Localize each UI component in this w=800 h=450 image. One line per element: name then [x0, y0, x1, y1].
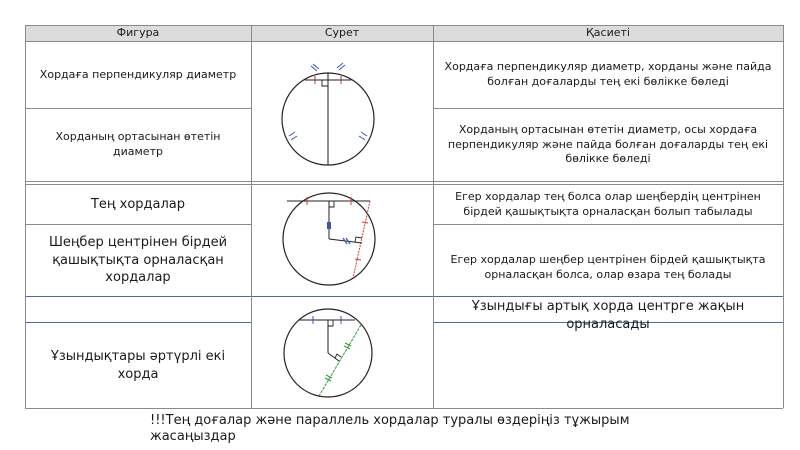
- arc-tick-mark: [289, 132, 295, 136]
- equal-mark: [327, 222, 331, 229]
- row2-property: Хорданың ортасынан өтетін диаметр, осы хордаға перпендикуляр және пайда болған доғаларды тең екі бөлікке бөледі: [447, 122, 769, 166]
- tick-mark: [355, 259, 361, 260]
- diagram-perpendicular-diameter: [251, 42, 433, 181]
- right-angle-mark: [329, 201, 334, 207]
- right-angle-mark: [355, 237, 362, 242]
- arc-tick-mark: [359, 136, 365, 140]
- row6-property: [433, 335, 783, 408]
- arc-tick-mark: [291, 136, 297, 140]
- grid-line: [25, 25, 783, 26]
- tick-mark: [344, 346, 350, 349]
- row4-figure: Шеңбер центрінен бірдей қашықтықта орналасқан хордалар: [48, 235, 228, 286]
- right-angle-mark: [335, 354, 341, 358]
- footer-note: !!!Тең доғалар және параллель хордалар туралы өздеріңіз тұжырым жасаңыздар: [150, 413, 630, 445]
- diagram-equal-chords: [251, 185, 433, 296]
- grid-line: [25, 408, 783, 409]
- right-angle-mark: [322, 80, 328, 86]
- row3-figure: Тең хордалар: [90, 196, 186, 212]
- header-picture: Сурет: [251, 26, 433, 41]
- grid-line: [433, 224, 783, 225]
- right-angle-mark: [328, 320, 333, 326]
- row5-figure: [25, 297, 251, 322]
- grid-line: [783, 25, 784, 408]
- row1-property: Хордаға перпендикуляр диаметр, хорданы және пайда болған доғаларды тең екі бөлікке бөледі: [444, 60, 772, 88]
- header-property: Қасиеті: [433, 26, 783, 41]
- diagram-different-chords: [251, 297, 433, 408]
- tick-mark: [362, 222, 368, 223]
- row1-figure: Хордаға перпендикуляр диаметр: [39, 67, 237, 81]
- grid-line: [25, 181, 783, 182]
- chord-long: [319, 325, 361, 396]
- row3-property: Егер хордалар тең болса олар шеңбердің центрінен бірдей қашықтықта орналасқан болып табылады: [455, 189, 761, 218]
- header-figure: Фигура: [25, 26, 251, 41]
- row2-figure: Хорданың ортасынан өтетін диаметр: [55, 130, 221, 158]
- row4-property: Егер хордалар шеңбер центрінен бірдей қашықтықта орналасқан болса, олар өзара тең болады: [450, 253, 766, 281]
- row6-figure: Ұзындықтары әртүрлі екі хорда: [50, 348, 226, 382]
- row5-property: Ұзындығы артық хорда центрге жақын орналасады: [471, 299, 745, 332]
- arc-tick-mark: [361, 132, 367, 136]
